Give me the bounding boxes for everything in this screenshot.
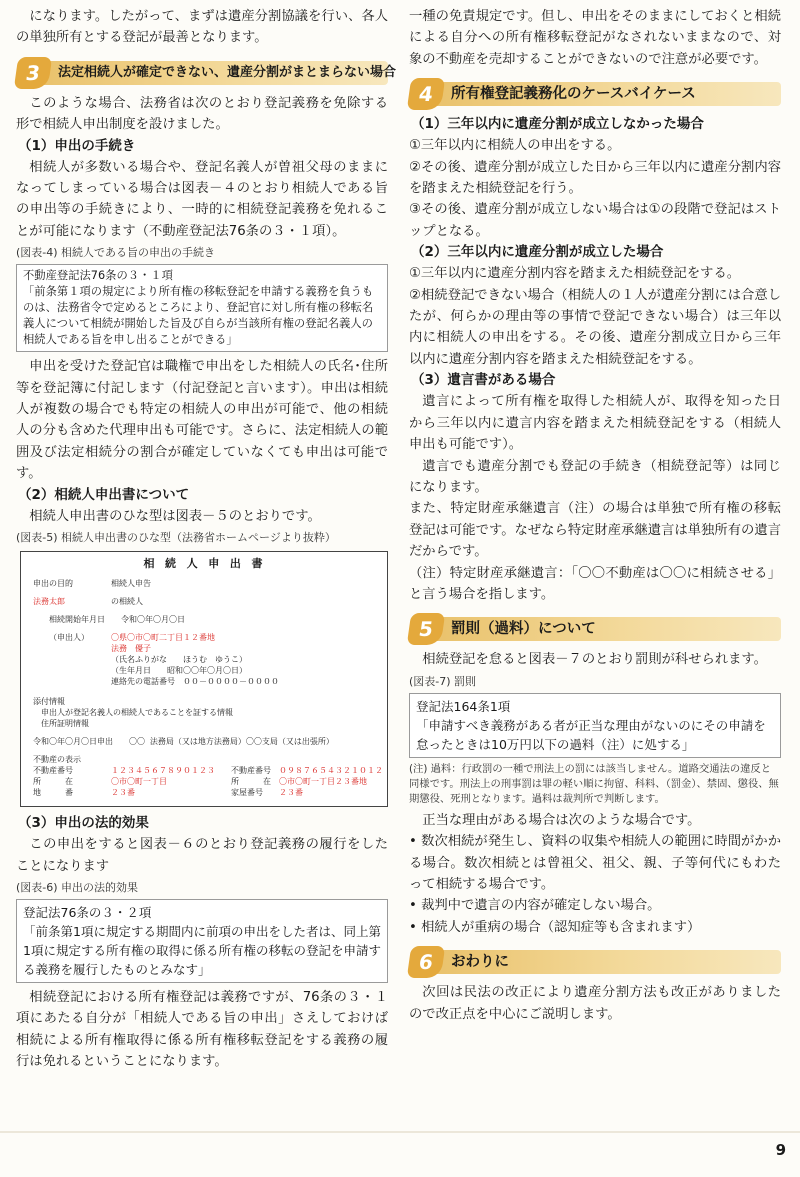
paragraph: 相続登記を怠ると図表－７のとおり罰則が科せられます。: [422, 652, 767, 668]
application-form-sample: [20, 551, 388, 807]
section-title: 法定相続人が確定できない、遺産分割がまとまらない場合: [58, 64, 397, 80]
statute-box: [16, 264, 388, 352]
statute-title: 不動産登記法76条の３・１項: [23, 269, 173, 283]
form-label: 添付情報: [33, 697, 65, 707]
subheading: （2）相続人申出書について: [18, 486, 190, 503]
form-value: 法務太郎: [33, 597, 65, 607]
form-label: 不動産番号: [231, 766, 271, 776]
form-value: ０９８７６５４３２１０１２: [279, 766, 383, 776]
statute-title: 登記法76条の３・２項: [23, 904, 152, 920]
subheading: （3）申出の法的効果: [18, 815, 149, 832]
figure-caption: (図表-5) 相続人申出書のひな型（法務省ホームページより抜粋）: [16, 531, 336, 545]
section-number: 3: [14, 57, 52, 89]
footnote: (注) 過料：行政罰の一種で刑法上の罰には該当しません。道路交通法の違反と同様です。刑法上の刑事罰は罪の軽い順に拘留、科料、（罰金）、禁固、懲役、無期懲役、死刑となります。過料は裁判所で判断します。: [409, 762, 779, 805]
list-item: ①三年以内に遺産分割内容を踏まえた相続登記をする。: [409, 266, 741, 282]
paragraph: 相続登記における所有権登記は義務ですが、76条の３・１項にあたる自分が「相続人である旨の申出」さえしておけば相続による所有権取得に係る所有権移転登記をする義務の履行は免れるということになります。: [16, 989, 388, 1070]
paragraph: このような場合、法務省は次のとおり登記義務を免除する形で相続人申出制度を設けました。: [16, 95, 388, 133]
paragraph: 相続人申出書のひな型は図表－５のとおりです。: [29, 508, 321, 524]
paragraph: 次回は民法の改正により遺産分割方法も改正がありましたので改正点を中心にご説明します。: [409, 985, 781, 1022]
section-5-header: [409, 613, 781, 643]
statute-box: [16, 899, 388, 983]
page-number: 9: [775, 1141, 786, 1159]
subheading: （2）三年以内に遺産分割が成立した場合: [411, 244, 664, 261]
form-value: 〇市〇町一丁目: [111, 777, 167, 787]
section-title: おわりに: [451, 954, 509, 971]
form-value: 〇市〇町一丁目２３番地: [279, 777, 367, 787]
note-text: （注）特定財産承継遺言：「〇〇不動産は〇〇に相続させる」と言う場合を指します。: [409, 565, 781, 602]
form-value: 相続人申告: [111, 579, 151, 589]
section-title: 所有権登記義務化のケースバイケース: [451, 86, 696, 103]
statute-body: 「前条第１項の規定により所有権の移転登記を申請する義務を負うものは、法務省令で定めるところにより、登記官に対し所有権の移転名義人について相続が開始した旨及び自らが当該所有権の登記名義人の相続人である旨を申し出ることができる」: [23, 285, 374, 347]
section-number: 5: [407, 613, 445, 645]
bullet-item: • 裁判中で遺言の内容が確定しない場合。: [409, 895, 781, 916]
form-value: １２３４５６７８９０１２３: [111, 766, 215, 776]
statute-box: [409, 693, 781, 758]
list-item: ③その後、遺産分割が成立しない場合は①の段階で登記はストップとなる。: [409, 202, 781, 239]
paragraph: 相続人が多数いる場合や、登記名義人が曽祖父母のままになってしまっている場合は図表－４のとおり相続人である旨の申出等の手続きにより、一時的に相続登記義務を免れることが可能になります（不動産登記法76条の３・１項）。: [16, 159, 388, 239]
footer-rule: [0, 1131, 800, 1133]
list-item: ②相続登記できない場合（相続人の１人が遺産分割には合意したが、何らかの理由等の事情で登記できない場合）は三年以内に相続人の申出をする。その後、遺産分割成立日から三年以内に遺産分割内容を踏まえた相続登記をする。: [409, 287, 781, 367]
statute-body: 「前条第1項に規定する期間内に前項の申出をした者は、同上第1項に規定する所有権の取得に係る所有権の移転の登記を申請する義務を履行したものとみなす」: [23, 923, 381, 977]
form-label: 地 番: [33, 788, 73, 798]
bullet-item: • 相続人が重病の場合（認知症等も含まれます）: [409, 917, 781, 938]
paragraph: 申出を受けた登記官は職権で申出をした相続人の氏名･住所等を登記簿に付記します（付記登記と言います）。申出は相続人が複数の場合でも特定の相続人の申出が可能で、他の相続人の分も含めた代理申出も可能です。さらに、法定相続人の範囲及び法定相続分の割合が確定していなくても申出は可能です。: [16, 359, 388, 482]
section-number: 4: [407, 78, 445, 110]
form-label: 不動産番号: [33, 766, 73, 776]
form-value: 令和〇年〇月〇日申出 〇〇 法務局（又は地方法務局）〇〇支局（又は出張所）: [33, 737, 334, 747]
paragraph: 遺言によって所有権を取得した相続人が、取得を知った日から三年以内に遺言内容を踏まえた相続登記をする（相続人申出も可能です）。: [409, 394, 781, 453]
form-value: （生年月日 昭和〇〇年〇月〇日）: [111, 666, 247, 676]
form-value: 申出人が登記名義人の相続人であることを証する情報: [41, 708, 233, 718]
list-item: ②その後、遺産分割が成立した日から三年以内に遺産分割内容を踏まえた相続登記を行う。: [409, 159, 781, 197]
statute-body: 「申請すべき義務がある者が正当な理由がないのにその申請を怠ったときは10万円以下の過料（注）に処する」: [416, 717, 766, 752]
paragraph: この申出をすると図表－６のとおり登記義務の履行をしたことになります: [16, 837, 388, 874]
left-column: [16, 6, 397, 1073]
section-6-header: [409, 946, 781, 976]
right-column: [409, 6, 781, 1025]
form-label: 所 在: [231, 777, 271, 787]
paragraph: 正当な理由がある場合は次のような場合です。: [422, 812, 701, 828]
section-number: 6: [407, 946, 445, 978]
subheading: （3）遺言書がある場合: [411, 372, 556, 389]
subheading: （1）三年以内に遺産分割が成立しなかった場合: [411, 116, 704, 133]
section-4-header: [409, 78, 781, 108]
paragraph: また、特定財産承継遺言（注）の場合は単独で所有権の移転登記は可能です。なぜなら特定財産承継遺言は単独所有の遺言だからです。: [409, 501, 781, 560]
paragraph: 遺言でも遺産分割でも登記の手続き（相続登記等）は同じになります。: [409, 458, 781, 495]
bullet-item: • 数次相続が発生し、資料の収集や相続人の範囲に時間がかかる場合。数次相続とは曾祖父、祖父、親、子等何代にもわたって相続する場合です。: [409, 831, 781, 895]
form-title: 相 続 人 申 出 書: [143, 557, 265, 571]
form-label: 所 在: [33, 777, 73, 787]
figure-caption: (図表-6) 申出の法的効果: [16, 880, 139, 894]
form-label: の相続人: [111, 597, 143, 607]
form-label: （申出人）: [49, 633, 89, 643]
form-value: 〇県〇市〇町二丁目１２番地: [111, 633, 215, 643]
form-value: ２３番: [111, 788, 135, 798]
section-title: 罰則（過料）について: [451, 621, 596, 638]
list-item: ①三年以内に相続人の申出をする。: [409, 138, 621, 154]
statute-title: 登記法164条1項: [416, 698, 511, 714]
form-label: 不動産の表示: [33, 755, 81, 765]
form-label: 家屋番号: [231, 788, 263, 798]
form-value: 法務 優子: [111, 644, 151, 654]
form-value: 連絡先の電話番号 ００－００００－００００: [111, 677, 279, 687]
form-value: 住所証明情報: [41, 719, 89, 729]
form-value: （氏名ふりがな ほうむ ゆうこ）: [111, 655, 247, 665]
intro-text: になります。したがって、まずは遺産分割協議を行い、各人の単独所有とする登記が最善となります。: [16, 9, 388, 46]
form-label: 申出の目的: [33, 579, 73, 589]
subheading: （1）申出の手続き: [18, 137, 136, 154]
figure-caption: (図表-4) 相続人である旨の申出の手続き: [16, 246, 216, 260]
intro-text: 一種の免責規定です。但し、申出をそのままにしておくと相続による自分への所有権移転登記がなされないままなので、対象の不動産を売却することができないので注意が必要です。: [409, 9, 781, 67]
section-3-header: [16, 57, 397, 87]
form-value: ２３番: [279, 788, 303, 798]
form-value: 相続開始年月日 令和〇年〇月〇日: [49, 615, 185, 625]
figure-caption: (図表-7) 罰則: [409, 674, 477, 688]
